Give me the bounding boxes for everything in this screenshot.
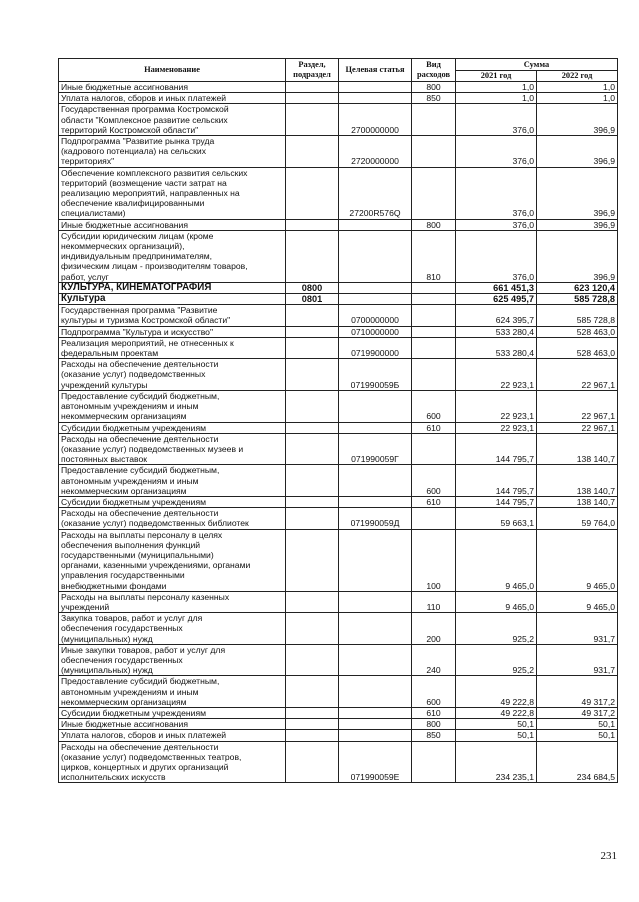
row-article-cell bbox=[339, 529, 412, 591]
row-type-cell bbox=[412, 167, 456, 219]
row-type-cell bbox=[412, 326, 456, 337]
row-sum-2021-cell: 533 280,4 bbox=[456, 337, 537, 358]
row-sum-2021-cell: 376,0 bbox=[456, 104, 537, 136]
table-row bbox=[59, 496, 618, 507]
row-section-cell bbox=[286, 465, 339, 497]
page-number: 231 bbox=[600, 850, 617, 862]
row-sum-2022-cell: 22 967,1 bbox=[537, 422, 618, 433]
row-sum-2021-cell: 925,2 bbox=[456, 613, 537, 645]
row-sum-2022-cell: 9 465,0 bbox=[537, 591, 618, 612]
table-row bbox=[59, 422, 618, 433]
row-section-cell bbox=[286, 390, 339, 422]
row-name-cell: Государственная программа Костромской области "Комплексное развитие сельских территорий Костромской области" bbox=[59, 104, 286, 136]
row-article-cell: 27200R576Q bbox=[339, 167, 412, 219]
row-article-cell bbox=[339, 230, 412, 282]
row-name-cell: Подпрограмма "Развитие рынка труда (кадрового потенциала) на сельских территориях" bbox=[59, 136, 286, 168]
row-sum-2022-cell: 585 728,8 bbox=[537, 305, 618, 326]
table-row bbox=[59, 93, 618, 104]
row-section-cell bbox=[286, 167, 339, 219]
row-sum-2022-cell: 396,9 bbox=[537, 136, 618, 168]
row-type-cell: 610 bbox=[412, 422, 456, 433]
row-article-cell bbox=[339, 465, 412, 497]
table-row bbox=[59, 433, 618, 465]
row-name-cell: Расходы на обеспечение деятельности (оказание услуг) подведомственных учреждений культуры bbox=[59, 359, 286, 391]
table-row bbox=[59, 508, 618, 529]
row-article-cell bbox=[339, 294, 412, 305]
row-sum-2021-cell: 22 923,1 bbox=[456, 422, 537, 433]
row-section-cell bbox=[286, 433, 339, 465]
row-sum-2021-cell: 59 663,1 bbox=[456, 508, 537, 529]
row-sum-2021-cell: 22 923,1 bbox=[456, 359, 537, 391]
budget-table bbox=[58, 58, 618, 783]
row-article-cell bbox=[339, 93, 412, 104]
header-article: Целевая статья bbox=[339, 59, 412, 82]
row-article-cell bbox=[339, 219, 412, 230]
row-article-cell bbox=[339, 282, 412, 293]
table-row bbox=[59, 294, 618, 305]
row-type-cell: 600 bbox=[412, 676, 456, 708]
row-section-cell bbox=[286, 591, 339, 612]
row-article-cell bbox=[339, 730, 412, 741]
row-section-cell bbox=[286, 496, 339, 507]
row-section-cell bbox=[286, 305, 339, 326]
row-sum-2021-cell: 234 235,1 bbox=[456, 741, 537, 783]
row-section-cell bbox=[286, 82, 339, 93]
row-section-cell bbox=[286, 359, 339, 391]
row-type-cell bbox=[412, 433, 456, 465]
row-name-cell: Расходы на выплаты персоналу в целях обеспечения выполнения функций государственными (муниципальными) органами, казенными учреждениями, органами управления государственными внебюджетными фондами bbox=[59, 529, 286, 591]
row-article-cell bbox=[339, 390, 412, 422]
row-sum-2022-cell: 22 967,1 bbox=[537, 390, 618, 422]
row-type-cell: 610 bbox=[412, 707, 456, 718]
row-sum-2021-cell: 50,1 bbox=[456, 719, 537, 730]
row-section-cell bbox=[286, 730, 339, 741]
row-sum-2021-cell: 50,1 bbox=[456, 730, 537, 741]
row-section-cell: 0800 bbox=[286, 282, 339, 293]
row-name-cell: Иные бюджетные ассигнования bbox=[59, 82, 286, 93]
row-name-cell: Расходы на обеспечение деятельности (оказание услуг) подведомственных библиотек bbox=[59, 508, 286, 529]
row-name-cell: Расходы на выплаты персоналу казенных учреждений bbox=[59, 591, 286, 612]
row-type-cell: 100 bbox=[412, 529, 456, 591]
row-sum-2021-cell: 9 465,0 bbox=[456, 529, 537, 591]
row-name-cell: Субсидии бюджетным учреждениям bbox=[59, 496, 286, 507]
row-article-cell bbox=[339, 676, 412, 708]
row-article-cell bbox=[339, 496, 412, 507]
row-sum-2021-cell: 144 795,7 bbox=[456, 433, 537, 465]
row-sum-2022-cell: 138 140,7 bbox=[537, 496, 618, 507]
row-type-cell bbox=[412, 104, 456, 136]
row-sum-2021-cell: 376,0 bbox=[456, 167, 537, 219]
row-sum-2022-cell: 49 317,2 bbox=[537, 707, 618, 718]
row-sum-2022-cell: 50,1 bbox=[537, 719, 618, 730]
table-row bbox=[59, 305, 618, 326]
row-sum-2021-cell: 533 280,4 bbox=[456, 326, 537, 337]
row-article-cell bbox=[339, 707, 412, 718]
table-body bbox=[59, 82, 618, 783]
row-article-cell: 071990059Е bbox=[339, 741, 412, 783]
row-sum-2021-cell: 1,0 bbox=[456, 93, 537, 104]
table-row bbox=[59, 465, 618, 497]
row-article-cell: 071990059Д bbox=[339, 508, 412, 529]
row-sum-2022-cell: 138 140,7 bbox=[537, 433, 618, 465]
row-sum-2021-cell: 1,0 bbox=[456, 82, 537, 93]
header-year-2022: 2022 год bbox=[537, 71, 618, 82]
row-name-cell: Государственная программа "Развитие культуры и туризма Костромской области" bbox=[59, 305, 286, 326]
header-year-2021: 2021 год bbox=[456, 71, 537, 82]
row-article-cell: 0719900000 bbox=[339, 337, 412, 358]
table-row bbox=[59, 326, 618, 337]
row-type-cell bbox=[412, 741, 456, 783]
table-row bbox=[59, 136, 618, 168]
table-row bbox=[59, 591, 618, 612]
row-sum-2021-cell: 661 451,3 bbox=[456, 282, 537, 293]
row-article-cell: 2720000000 bbox=[339, 136, 412, 168]
row-sum-2021-cell: 144 795,7 bbox=[456, 496, 537, 507]
table-row bbox=[59, 741, 618, 783]
row-name-cell: Уплата налогов, сборов и иных платежей bbox=[59, 730, 286, 741]
row-article-cell bbox=[339, 644, 412, 676]
row-sum-2022-cell: 1,0 bbox=[537, 93, 618, 104]
table-row bbox=[59, 390, 618, 422]
table-row bbox=[59, 707, 618, 718]
row-sum-2022-cell: 396,9 bbox=[537, 104, 618, 136]
row-sum-2022-cell: 50,1 bbox=[537, 730, 618, 741]
table-row bbox=[59, 730, 618, 741]
row-article-cell bbox=[339, 613, 412, 645]
row-sum-2022-cell: 22 967,1 bbox=[537, 359, 618, 391]
row-article-cell bbox=[339, 422, 412, 433]
row-section-cell bbox=[286, 613, 339, 645]
row-type-cell: 850 bbox=[412, 93, 456, 104]
row-name-cell: Субсидии бюджетным учреждениям bbox=[59, 422, 286, 433]
row-name-cell: Обеспечение комплексного развития сельских территорий (возмещение части затрат на реализацию мероприятий, направленных на обеспечение квалифицированными специалистами) bbox=[59, 167, 286, 219]
row-section-cell bbox=[286, 707, 339, 718]
row-section-cell bbox=[286, 508, 339, 529]
row-sum-2021-cell: 376,0 bbox=[456, 219, 537, 230]
row-name-cell: КУЛЬТУРА, КИНЕМАТОГРАФИЯ bbox=[59, 282, 286, 293]
row-sum-2021-cell: 625 495,7 bbox=[456, 294, 537, 305]
row-article-cell: 0710000000 bbox=[339, 326, 412, 337]
row-type-cell: 800 bbox=[412, 719, 456, 730]
row-sum-2022-cell: 528 463,0 bbox=[537, 326, 618, 337]
row-article-cell: 2700000000 bbox=[339, 104, 412, 136]
row-type-cell bbox=[412, 136, 456, 168]
row-article-cell bbox=[339, 591, 412, 612]
row-sum-2022-cell: 396,9 bbox=[537, 219, 618, 230]
row-section-cell bbox=[286, 93, 339, 104]
row-sum-2021-cell: 49 222,8 bbox=[456, 707, 537, 718]
table-row bbox=[59, 529, 618, 591]
row-type-cell: 810 bbox=[412, 230, 456, 282]
table-row bbox=[59, 282, 618, 293]
table-row bbox=[59, 359, 618, 391]
row-type-cell: 200 bbox=[412, 613, 456, 645]
table-row bbox=[59, 676, 618, 708]
budget-sheet bbox=[58, 58, 617, 783]
row-article-cell: 071990059Г bbox=[339, 433, 412, 465]
row-name-cell: Закупка товаров, работ и услуг для обеспечения государственных (муниципальных) нужд bbox=[59, 613, 286, 645]
row-name-cell: Подпрограмма "Культура и искусство" bbox=[59, 326, 286, 337]
table-row bbox=[59, 337, 618, 358]
row-section-cell bbox=[286, 644, 339, 676]
row-type-cell bbox=[412, 294, 456, 305]
row-sum-2022-cell: 49 317,2 bbox=[537, 676, 618, 708]
row-sum-2022-cell: 138 140,7 bbox=[537, 465, 618, 497]
row-section-cell bbox=[286, 529, 339, 591]
row-sum-2022-cell: 931,7 bbox=[537, 613, 618, 645]
row-name-cell: Предоставление субсидий бюджетным, автономным учреждениям и иным некоммерческим организациям bbox=[59, 390, 286, 422]
row-type-cell bbox=[412, 305, 456, 326]
row-sum-2021-cell: 376,0 bbox=[456, 136, 537, 168]
row-sum-2021-cell: 624 395,7 bbox=[456, 305, 537, 326]
row-name-cell: Иные закупки товаров, работ и услуг для обеспечения государственных (муниципальных) нужд bbox=[59, 644, 286, 676]
row-section-cell bbox=[286, 104, 339, 136]
row-sum-2022-cell: 1,0 bbox=[537, 82, 618, 93]
row-type-cell: 610 bbox=[412, 496, 456, 507]
row-type-cell: 110 bbox=[412, 591, 456, 612]
row-sum-2022-cell: 585 728,8 bbox=[537, 294, 618, 305]
table-row bbox=[59, 82, 618, 93]
row-section-cell bbox=[286, 719, 339, 730]
row-section-cell bbox=[286, 230, 339, 282]
row-name-cell: Предоставление субсидий бюджетным, автономным учреждениям и иным некоммерческим организациям bbox=[59, 465, 286, 497]
row-sum-2022-cell: 9 465,0 bbox=[537, 529, 618, 591]
row-type-cell: 850 bbox=[412, 730, 456, 741]
row-section-cell bbox=[286, 326, 339, 337]
row-section-cell bbox=[286, 136, 339, 168]
row-sum-2022-cell: 396,9 bbox=[537, 230, 618, 282]
row-sum-2021-cell: 22 923,1 bbox=[456, 390, 537, 422]
table-row bbox=[59, 104, 618, 136]
row-section-cell bbox=[286, 337, 339, 358]
row-type-cell: 240 bbox=[412, 644, 456, 676]
row-article-cell: 071990059Б bbox=[339, 359, 412, 391]
row-sum-2021-cell: 9 465,0 bbox=[456, 591, 537, 612]
row-section-cell: 0801 bbox=[286, 294, 339, 305]
row-sum-2021-cell: 144 795,7 bbox=[456, 465, 537, 497]
row-sum-2022-cell: 234 684,5 bbox=[537, 741, 618, 783]
row-type-cell: 800 bbox=[412, 82, 456, 93]
row-sum-2022-cell: 623 120,4 bbox=[537, 282, 618, 293]
row-type-cell bbox=[412, 282, 456, 293]
row-name-cell: Уплата налогов, сборов и иных платежей bbox=[59, 93, 286, 104]
row-name-cell: Предоставление субсидий бюджетным, автономным учреждениям и иным некоммерческим организациям bbox=[59, 676, 286, 708]
table-row bbox=[59, 167, 618, 219]
row-type-cell bbox=[412, 508, 456, 529]
table-row bbox=[59, 613, 618, 645]
row-type-cell: 600 bbox=[412, 465, 456, 497]
header-sum: Сумма bbox=[456, 59, 618, 71]
table-row bbox=[59, 644, 618, 676]
row-section-cell bbox=[286, 676, 339, 708]
row-type-cell bbox=[412, 337, 456, 358]
row-section-cell bbox=[286, 422, 339, 433]
row-section-cell bbox=[286, 219, 339, 230]
row-name-cell: Расходы на обеспечение деятельности (оказание услуг) подведомственных театров, цирков, концертных и других организаций исполнительских искусств bbox=[59, 741, 286, 783]
table-row bbox=[59, 219, 618, 230]
header-type: Вид расходов bbox=[412, 59, 456, 82]
row-name-cell: Субсидии бюджетным учреждениям bbox=[59, 707, 286, 718]
table-row bbox=[59, 719, 618, 730]
row-sum-2022-cell: 59 764,0 bbox=[537, 508, 618, 529]
row-name-cell: Реализация мероприятий, не отнесенных к федеральным проектам bbox=[59, 337, 286, 358]
row-name-cell: Расходы на обеспечение деятельности (оказание услуг) подведомственных музеев и постоянных выставок bbox=[59, 433, 286, 465]
row-sum-2021-cell: 376,0 bbox=[456, 230, 537, 282]
row-name-cell: Культура bbox=[59, 294, 286, 305]
row-article-cell bbox=[339, 719, 412, 730]
row-sum-2022-cell: 931,7 bbox=[537, 644, 618, 676]
header-section: Раздел, подраздел bbox=[286, 59, 339, 82]
row-sum-2022-cell: 396,9 bbox=[537, 167, 618, 219]
row-type-cell: 800 bbox=[412, 219, 456, 230]
table-row bbox=[59, 230, 618, 282]
row-section-cell bbox=[286, 741, 339, 783]
row-name-cell: Иные бюджетные ассигнования bbox=[59, 219, 286, 230]
row-name-cell: Иные бюджетные ассигнования bbox=[59, 719, 286, 730]
header-name: Наименование bbox=[59, 59, 286, 82]
row-article-cell: 0700000000 bbox=[339, 305, 412, 326]
row-name-cell: Субсидии юридическим лицам (кроме некоммерческих организаций), индивидуальным предпринимателям, физическим лицам - производителям товаров, работ, услуг bbox=[59, 230, 286, 282]
row-type-cell bbox=[412, 359, 456, 391]
row-article-cell bbox=[339, 82, 412, 93]
row-sum-2022-cell: 528 463,0 bbox=[537, 337, 618, 358]
row-type-cell: 600 bbox=[412, 390, 456, 422]
row-sum-2021-cell: 925,2 bbox=[456, 644, 537, 676]
row-sum-2021-cell: 49 222,8 bbox=[456, 676, 537, 708]
